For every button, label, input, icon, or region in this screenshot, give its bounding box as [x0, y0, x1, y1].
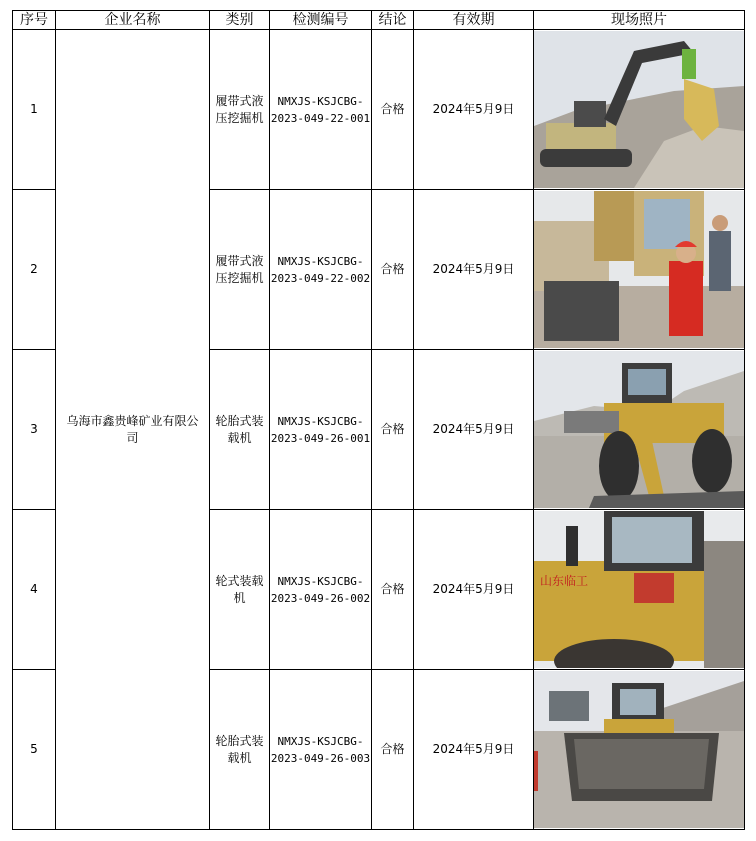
inspection-sheet: [12, 10, 756, 828]
row-index: 5: [13, 670, 56, 830]
loader-sdlg-photo-icon: [534, 511, 744, 668]
row-index: 4: [13, 510, 56, 670]
header-code: 检测编号: [270, 11, 372, 30]
row-validity: 2024年5月9日: [414, 670, 534, 830]
row-index: 1: [13, 30, 56, 190]
row-validity: 2024年5月9日: [414, 350, 534, 510]
row-validity: 2024年5月9日: [414, 510, 534, 670]
row-category: 轮式装载机: [210, 510, 270, 670]
row-category: 履带式液压挖掘机: [210, 30, 270, 190]
row-result: 合格: [372, 190, 414, 350]
table-row: [13, 30, 745, 190]
row-photo: [534, 510, 745, 670]
row-code: NMXJS-KSJCBG-2023-049-26-001: [270, 350, 372, 510]
loader-bucket-photo-icon: [534, 671, 744, 828]
row-result: 合格: [372, 350, 414, 510]
row-validity: 2024年5月9日: [414, 190, 534, 350]
row-index: 3: [13, 350, 56, 510]
header-photo: 现场照片: [534, 11, 745, 30]
loader-photo-icon: [534, 351, 744, 508]
company-name: 乌海市鑫贵峰矿业有限公司: [56, 30, 210, 830]
row-code: NMXJS-KSJCBG-2023-049-22-002: [270, 190, 372, 350]
row-category: 履带式液压挖掘机: [210, 190, 270, 350]
sdlg-brand-text: 山东临工: [540, 574, 589, 588]
header-row: [13, 11, 745, 30]
header-validity: 有效期: [414, 11, 534, 30]
header-category: 类别: [210, 11, 270, 30]
row-photo: [534, 30, 745, 190]
row-result: 合格: [372, 510, 414, 670]
row-index: 2: [13, 190, 56, 350]
header-company: 企业名称: [56, 11, 210, 30]
row-photo: [534, 190, 745, 350]
row-category: 轮胎式装载机: [210, 350, 270, 510]
row-validity: 2024年5月9日: [414, 30, 534, 190]
inspection-table: [12, 10, 745, 830]
row-result: 合格: [372, 670, 414, 830]
excavator-inspection-photo-icon: [534, 191, 744, 348]
row-code: NMXJS-KSJCBG-2023-049-26-003: [270, 670, 372, 830]
row-code: NMXJS-KSJCBG-2023-049-22-001: [270, 30, 372, 190]
row-result: 合格: [372, 30, 414, 190]
row-code: NMXJS-KSJCBG-2023-049-26-002: [270, 510, 372, 670]
row-photo: [534, 350, 745, 510]
row-category: 轮胎式装载机: [210, 670, 270, 830]
excavator-photo-icon: [534, 31, 744, 188]
header-result: 结论: [372, 11, 414, 30]
row-photo: [534, 670, 745, 830]
header-index: 序号: [13, 11, 56, 30]
